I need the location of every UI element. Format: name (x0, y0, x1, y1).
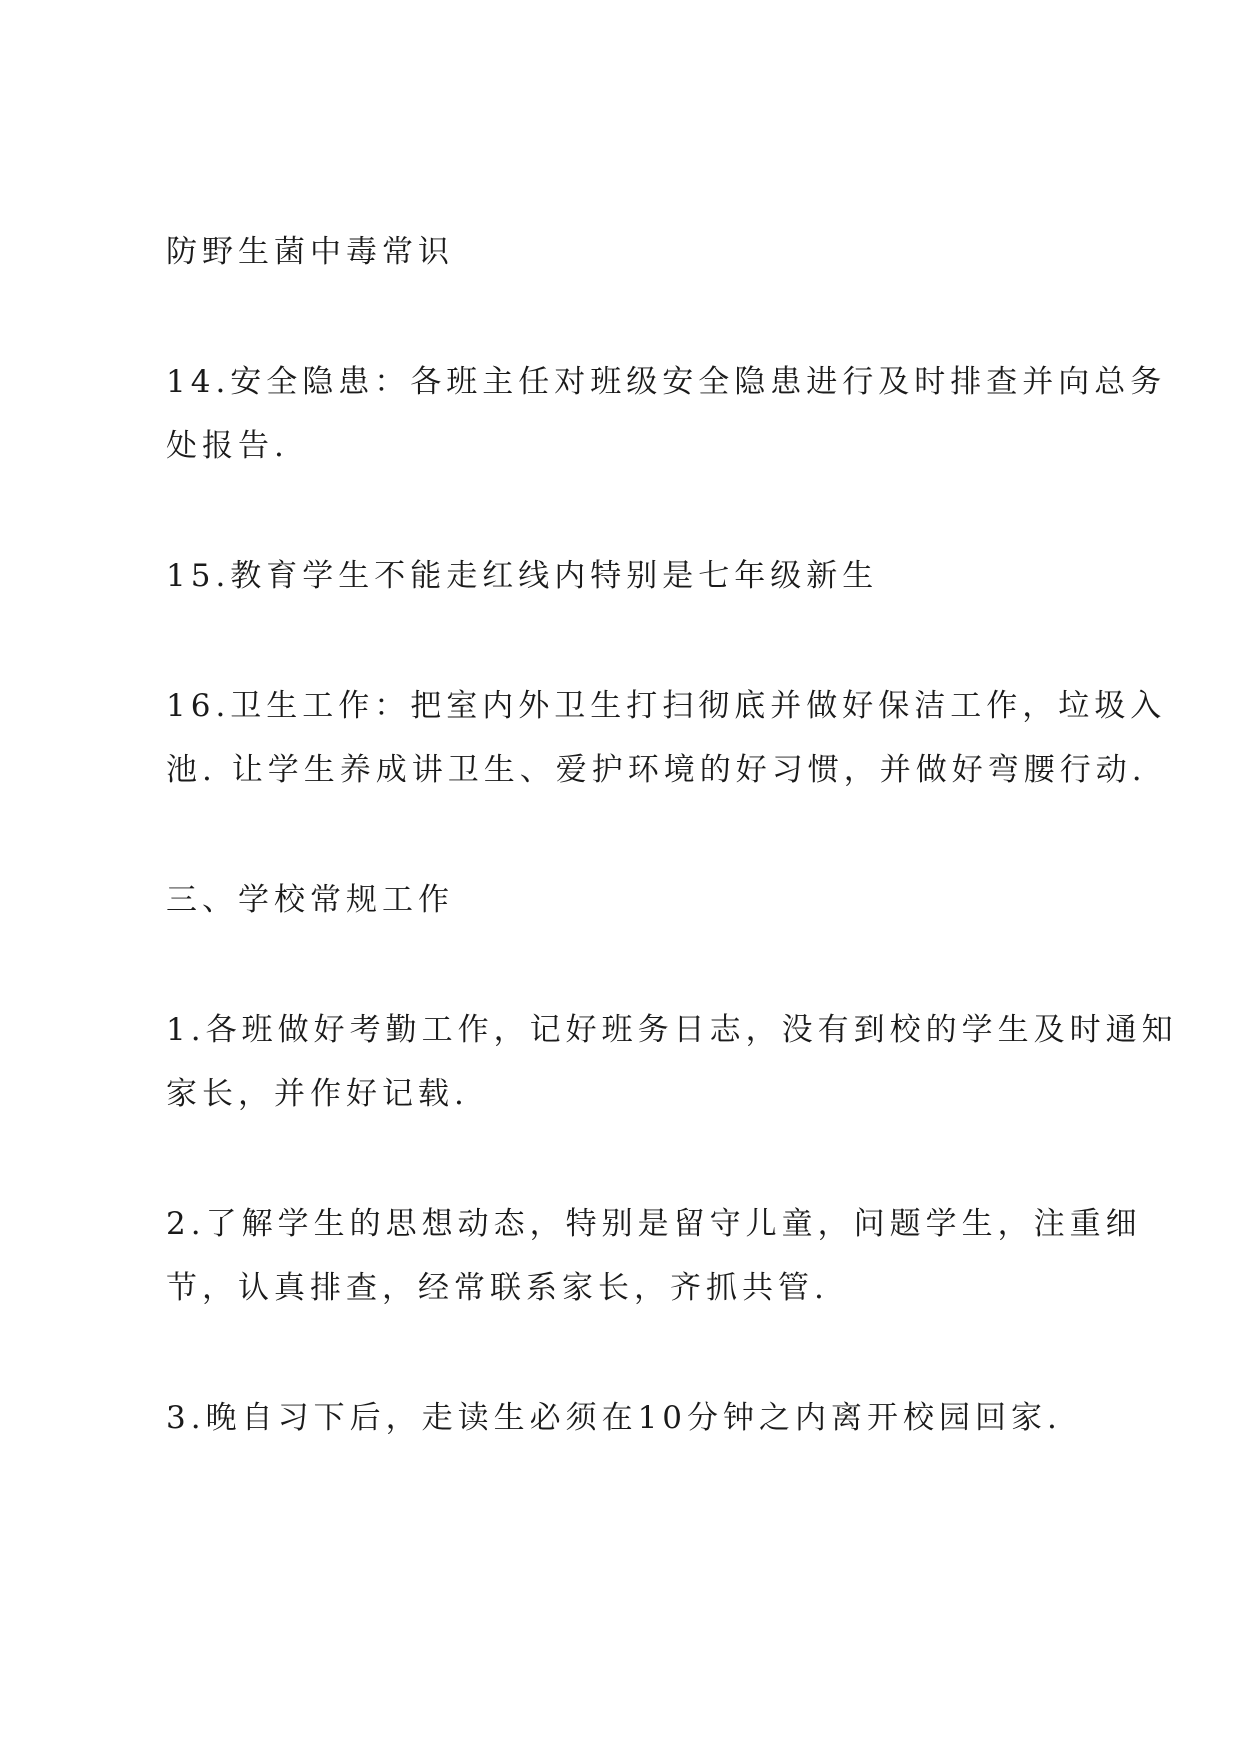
text-line-item-2-a: 2.了解学生的思想动态，特别是留守儿童，问题学生，注重细 (166, 1206, 1142, 1242)
text-line-item-16-a: 16.卫生工作：把室内外卫生打扫彻底并做好保洁工作，垃圾入 (166, 688, 1167, 724)
text-line-item-3: 3.晚自习下后，走读生必须在10分钟之内离开校园回家. (166, 1400, 1062, 1436)
text-line-item-16-b: 池. 让学生养成讲卫生、爱护环境的好习惯，并做好弯腰行动. (166, 752, 1147, 788)
text-line-item-1-b: 家长，并作好记载. (166, 1076, 469, 1112)
text-line-item-1-a: 1.各班做好考勤工作，记好班务日志，没有到校的学生及时通知 (166, 1012, 1178, 1048)
text-line-item-2-b: 节，认真排查，经常联系家长，齐抓共管. (166, 1270, 829, 1306)
text-line-item-14-a: 14.安全隐患：各班主任对班级安全隐患进行及时排查并向总务 (166, 364, 1167, 400)
text-line-item-14-b: 处报告. (166, 428, 289, 464)
text-line-mushroom-safety: 防野生菌中毒常识 (166, 234, 454, 270)
section-heading-school-routine: 三、学校常规工作 (166, 882, 454, 918)
text-line-item-15: 15.教育学生不能走红线内特别是七年级新生 (166, 558, 879, 594)
